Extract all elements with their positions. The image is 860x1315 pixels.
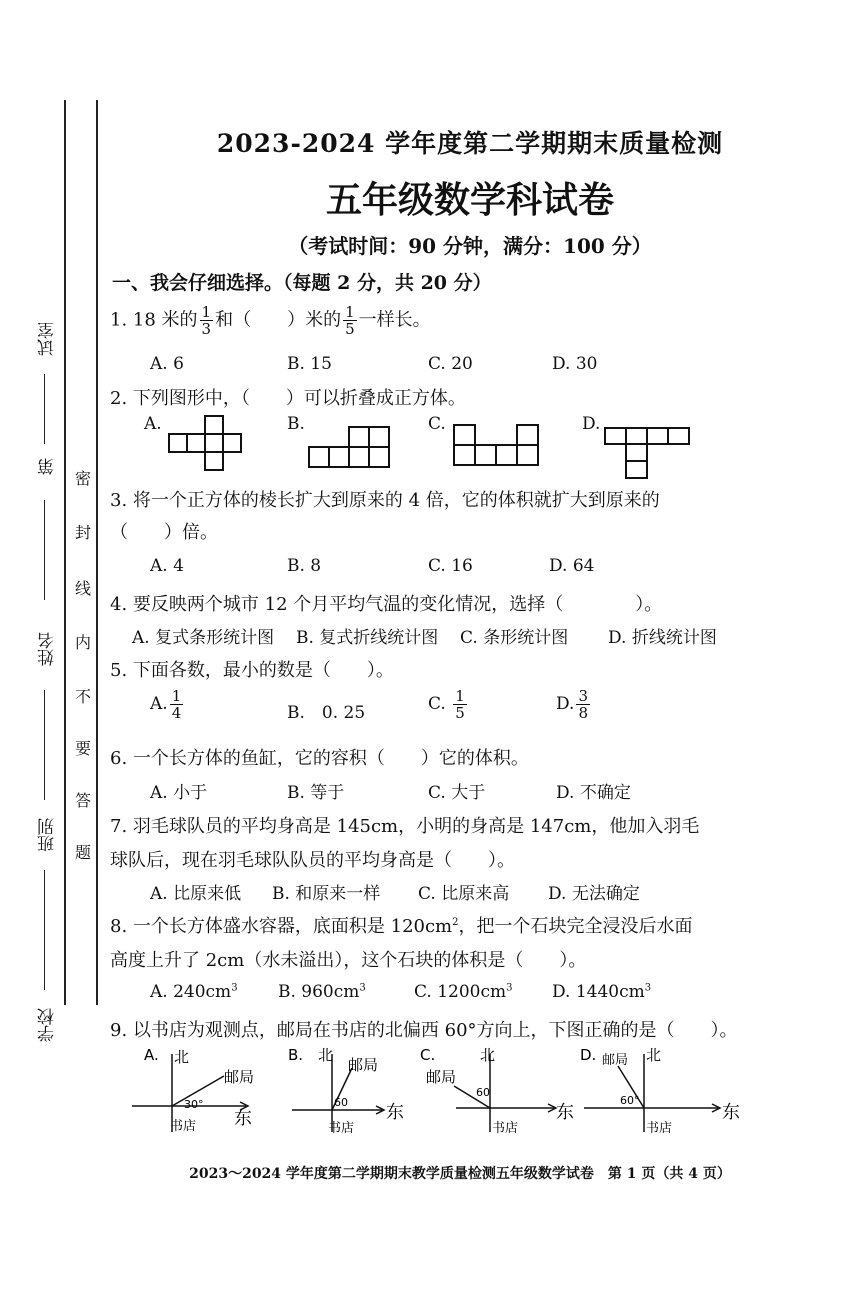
option-c: C. 比原来高	[418, 884, 510, 904]
seal-char: 封	[74, 523, 91, 542]
option-a: A. 比原来低	[150, 884, 242, 904]
field-line	[44, 500, 45, 600]
svg-text:书店: 书店	[170, 1119, 197, 1134]
direction-diagram-a	[128, 1042, 278, 1142]
svg-text:北: 北	[174, 1048, 190, 1066]
cube-net-c	[453, 424, 543, 466]
cube-net-a	[168, 415, 252, 471]
question-3-cont: （ ）倍。	[110, 522, 218, 543]
field-exam-room: 试室	[37, 322, 58, 356]
option-a: A. $\frac{1}{4}$	[150, 687, 182, 722]
option-a: A.	[144, 414, 162, 434]
option-c: C. 大于	[428, 783, 486, 803]
option-b: B. 15	[287, 354, 332, 374]
binding-line-outer	[64, 100, 66, 1005]
question-8-cont: 高度上升了 2cm（水未溢出），这个石块的体积是（ ）。	[110, 950, 587, 971]
option-a: A. 6	[150, 354, 184, 374]
field-line	[44, 870, 45, 990]
field-number: 第	[37, 458, 58, 475]
svg-text:60°: 60°	[620, 1094, 640, 1107]
option-b: B. 等于	[287, 783, 345, 803]
svg-text:60: 60	[476, 1086, 490, 1099]
svg-text:A.: A.	[144, 1046, 159, 1064]
svg-text:北: 北	[480, 1046, 496, 1064]
svg-text:30°: 30°	[184, 1098, 204, 1111]
question-9: 9. 以书店为观测点，邮局在书店的北偏西 60°方向上，下图正确的是（ ）。	[110, 1020, 738, 1041]
option-b: B. 和原来一样	[272, 884, 381, 904]
option-c: C. 条形统计图	[460, 628, 569, 648]
direction-diagram-b	[288, 1042, 418, 1142]
svg-text:东: 东	[722, 1102, 740, 1123]
question-3: 3. 将一个正方体的棱长扩大到原来的 4 倍，它的体积就扩大到原来的	[110, 490, 660, 511]
field-name: 姓名	[37, 632, 58, 666]
field-class: 班别	[37, 818, 58, 852]
svg-text:书店: 书店	[492, 1121, 519, 1136]
question-6: 6. 一个长方体的鱼缸，它的容积（ ）它的体积。	[110, 748, 529, 769]
field-line	[44, 374, 45, 444]
question-4: 4. 要反映两个城市 12 个月平均气温的变化情况，选择（ ）。	[110, 594, 663, 615]
page-footer: 2023～2024 学年度第二学期期末教学质量检测五年级数学试卷 第 1 页（共 4 页）	[189, 1166, 731, 1182]
svg-text:东: 东	[234, 1108, 252, 1129]
option-d: D. 不确定	[556, 783, 631, 803]
option-b: B. 复式折线统计图	[296, 628, 439, 648]
question-8: 8. 一个长方体盛水容器，底面积是 $120cm^2$，把一个石块完全浸没后水面	[110, 916, 693, 937]
svg-text:东: 东	[556, 1102, 574, 1123]
option-b: B. $960cm^3$	[278, 982, 366, 1002]
svg-text:B.: B.	[288, 1046, 304, 1064]
option-c: C. $1200cm^3$	[414, 982, 513, 1002]
option-a: A. 4	[150, 556, 184, 576]
svg-text:邮局: 邮局	[602, 1053, 629, 1068]
question-7: 7. 羽毛球队员的平均身高是 145cm，小明的身高是 147cm，他加入羽毛	[110, 816, 700, 837]
question-1: 1. 18 米的 $\frac{1}{3}$ 和（ ）米的 $\frac{1}{5}$ 一样长。	[110, 303, 431, 338]
svg-text:北: 北	[646, 1046, 662, 1064]
svg-text:C.: C.	[420, 1046, 436, 1064]
cube-net-b	[308, 426, 392, 468]
svg-text:书店: 书店	[646, 1121, 673, 1136]
svg-text:北: 北	[318, 1046, 334, 1064]
seal-char: 不	[74, 687, 91, 706]
cube-net-d	[604, 427, 690, 479]
subject-title: 五年级数学科试卷	[325, 180, 614, 221]
svg-text:邮局: 邮局	[348, 1056, 379, 1074]
svg-text:邮局: 邮局	[224, 1068, 255, 1086]
direction-diagram-c	[420, 1042, 590, 1142]
seal-char: 线	[74, 579, 91, 598]
question-7-cont: 球队后，现在羽毛球队队员的平均身高是（ ）。	[110, 850, 515, 871]
svg-text:东: 东	[386, 1102, 404, 1123]
question-2: 2. 下列图形中，（ ）可以折叠成正方体。	[110, 388, 466, 409]
svg-text:邮局: 邮局	[426, 1068, 457, 1086]
option-d: D. 30	[552, 354, 598, 374]
binding-line-inner	[96, 100, 98, 1005]
option-d: D. $\frac{3}{8}$	[556, 687, 588, 722]
seal-char: 内	[74, 633, 91, 652]
exam-title: 2023-2024 学年度第二学期期末质量检测	[216, 129, 724, 158]
seal-char: 答	[74, 791, 91, 810]
seal-char: 要	[74, 739, 91, 758]
option-c: C. 16	[428, 556, 473, 576]
option-a: A. $240cm^3$	[150, 982, 238, 1002]
option-d: D. $1440cm^3$	[552, 982, 652, 1002]
option-d: D. 无法确定	[548, 884, 640, 904]
seal-char: 密	[74, 469, 91, 488]
option-d: D. 折线统计图	[608, 628, 717, 648]
option-d: D.	[582, 414, 601, 434]
svg-text:书店: 书店	[328, 1121, 355, 1136]
svg-text:60: 60	[334, 1096, 348, 1109]
option-a: A. 复式条形统计图	[132, 628, 275, 648]
option-a: A. 小于	[150, 783, 208, 803]
option-c: C.	[428, 414, 446, 434]
svg-text:D.: D.	[580, 1046, 597, 1064]
option-c: C. $\frac{1}{5}$	[428, 687, 465, 722]
field-school: 学校	[37, 1008, 58, 1042]
direction-diagram-d	[580, 1042, 750, 1142]
exam-info: （考试时间：90 分钟，满分：100 分）	[288, 234, 652, 258]
option-d: D. 64	[549, 556, 595, 576]
option-b: B. 0. 25	[287, 703, 366, 723]
question-5: 5. 下面各数，最小的数是（ ）。	[110, 660, 394, 681]
section-heading: 一、我会仔细选择。（每题 2 分，共 20 分）	[112, 272, 492, 294]
option-b: B. 8	[287, 556, 322, 576]
seal-char: 题	[74, 843, 91, 862]
field-line	[44, 690, 45, 800]
option-c: C. 20	[428, 354, 473, 374]
option-b: B.	[287, 414, 305, 434]
